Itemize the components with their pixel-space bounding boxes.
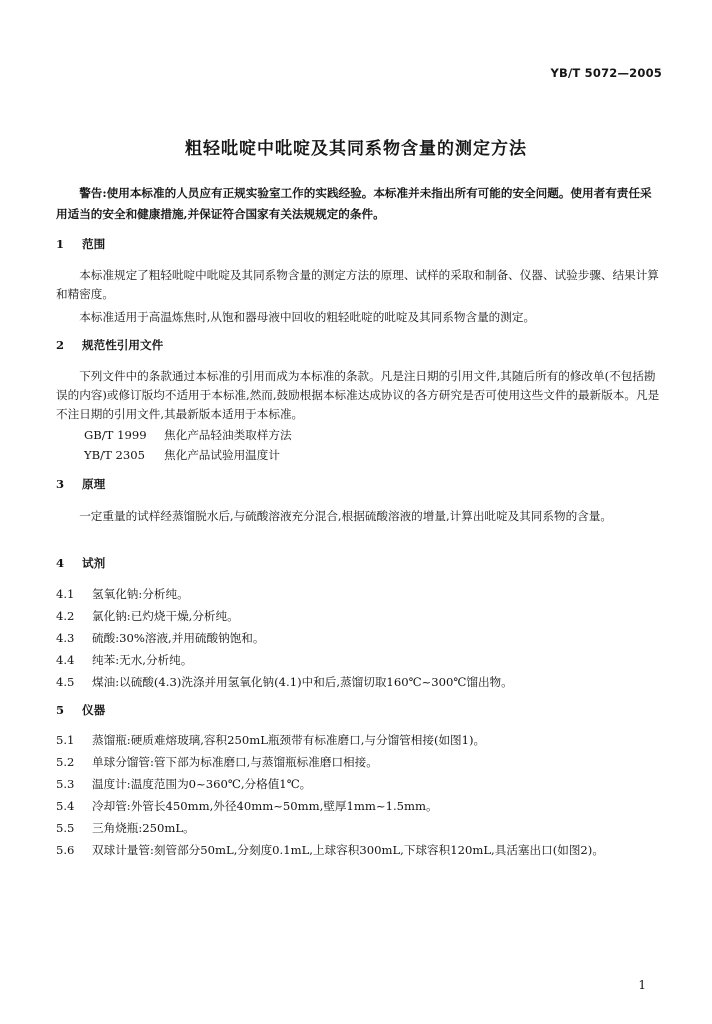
section-number: 1 bbox=[56, 237, 65, 251]
section-title: 范围 bbox=[82, 237, 106, 251]
section-3-paragraph: 一定重量的试样经蒸馏脱水后,与硫酸溶液充分混合,根据硫酸溶液的增量,计算出吡啶及其同系物的含量。 bbox=[79, 509, 612, 523]
page-number: 1 bbox=[638, 978, 646, 992]
section-title: 规范性引用文件 bbox=[82, 338, 164, 352]
item-text: 纯苯:无水,分析纯。 bbox=[92, 653, 193, 667]
item-number: 5.3 bbox=[56, 777, 75, 791]
section-1-paragraph-1: 本标准规定了粗轻吡啶中吡啶及其同系物含量的测定方法的原理、试样的采取和制备、仪器、试验步骤、结果计算和精密度。 bbox=[56, 268, 659, 301]
section-title: 原理 bbox=[82, 477, 106, 491]
section-title: 试剂 bbox=[82, 556, 106, 570]
apparatus-item bbox=[56, 818, 660, 839]
reagent-item bbox=[56, 650, 660, 671]
section-4-heading bbox=[56, 555, 105, 571]
reference-code: GB/T 1999 bbox=[84, 428, 147, 442]
item-number: 4.3 bbox=[56, 631, 75, 645]
section-5-heading bbox=[56, 702, 105, 718]
item-text: 双球计量管:刻管部分50mL,分刻度0.1mL,上球容积300mL,下球容积120mL,具活塞出口(如图2)。 bbox=[92, 843, 604, 857]
reference-name: 焦化产品试验用温度计 bbox=[164, 448, 280, 462]
section-2-paragraph: 下列文件中的条款通过本标准的引用而成为本标准的条款。凡是注日期的引用文件,其随后所有的修改单(不包括勘误的内容)或修订版均不适用于本标准,然而,鼓励根据本标准达成协议的各方研究是否可使用这些文件的最新版本。凡是不注日期的引用文件,其最新版本适用于本标准。 bbox=[56, 369, 660, 421]
section-number: 5 bbox=[56, 703, 65, 717]
item-text: 单球分馏管:管下部为标准磨口,与蒸馏瓶标准磨口相接。 bbox=[92, 755, 378, 769]
section-1-paragraph-2: 本标准适用于高温炼焦时,从饱和器母液中回收的粗轻吡啶的吡啶及其同系物含量的测定。 bbox=[79, 310, 536, 324]
section-1-heading bbox=[56, 236, 105, 252]
section-3-heading bbox=[56, 476, 105, 492]
reagent-item bbox=[56, 628, 660, 649]
apparatus-item bbox=[56, 774, 660, 795]
item-number: 4.1 bbox=[56, 587, 75, 601]
document-title: 粗轻吡啶中吡啶及其同系物含量的测定方法 bbox=[185, 139, 527, 159]
section-number: 4 bbox=[56, 556, 65, 570]
reagent-item bbox=[56, 584, 660, 605]
item-text: 煤油:以硫酸(4.3)洗涤并用氢氧化钠(4.1)中和后,蒸馏切取160℃~300℃馏出物。 bbox=[92, 675, 513, 689]
reference-name: 焦化产品轻油类取样方法 bbox=[164, 428, 292, 442]
section-number: 3 bbox=[56, 477, 65, 491]
item-number: 4.5 bbox=[56, 675, 75, 689]
reagent-item bbox=[56, 672, 660, 693]
item-number: 4.2 bbox=[56, 609, 75, 623]
reference-item bbox=[84, 427, 292, 443]
apparatus-item bbox=[56, 796, 660, 817]
apparatus-item bbox=[56, 730, 660, 751]
item-text: 氢氧化钠:分析纯。 bbox=[92, 587, 189, 601]
section-number: 2 bbox=[56, 338, 65, 352]
item-number: 5.4 bbox=[56, 799, 75, 813]
standard-code: YB/T 5072—2005 bbox=[550, 66, 662, 80]
reagent-item bbox=[56, 606, 660, 627]
item-text: 氯化钠:已灼烧干燥,分析纯。 bbox=[92, 609, 239, 623]
reference-item bbox=[84, 447, 280, 463]
item-text: 蒸馏瓶:硬质难熔玻璃,容积250mL瓶颈带有标准磨口,与分馏管相接(如图1)。 bbox=[92, 733, 486, 747]
item-number: 5.2 bbox=[56, 755, 75, 769]
apparatus-item bbox=[56, 752, 660, 773]
section-2-heading bbox=[56, 337, 163, 353]
section-title: 仪器 bbox=[82, 703, 106, 717]
reference-code: YB/T 2305 bbox=[84, 448, 146, 462]
item-text: 三角烧瓶:250mL。 bbox=[92, 821, 195, 835]
item-text: 温度计:温度范围为0~360℃,分格值1℃。 bbox=[92, 777, 312, 791]
apparatus-item bbox=[56, 840, 660, 861]
item-number: 5.1 bbox=[56, 733, 75, 747]
item-text: 硫酸:30%溶液,并用硫酸钠饱和。 bbox=[92, 631, 265, 645]
item-number: 4.4 bbox=[56, 653, 75, 667]
warning-paragraph: 警告:使用本标准的人员应有正规实验室工作的实践经验。本标准并未指出所有可能的安全问题。使用者有责任采用适当的安全和健康措施,并保证符合国家有关法规规定的条件。 bbox=[56, 186, 652, 221]
item-number: 5.6 bbox=[56, 843, 75, 857]
item-text: 冷却管:外管长450mm,外径40mm~50mm,壁厚1mm~1.5mm。 bbox=[92, 799, 438, 813]
item-number: 5.5 bbox=[56, 821, 75, 835]
